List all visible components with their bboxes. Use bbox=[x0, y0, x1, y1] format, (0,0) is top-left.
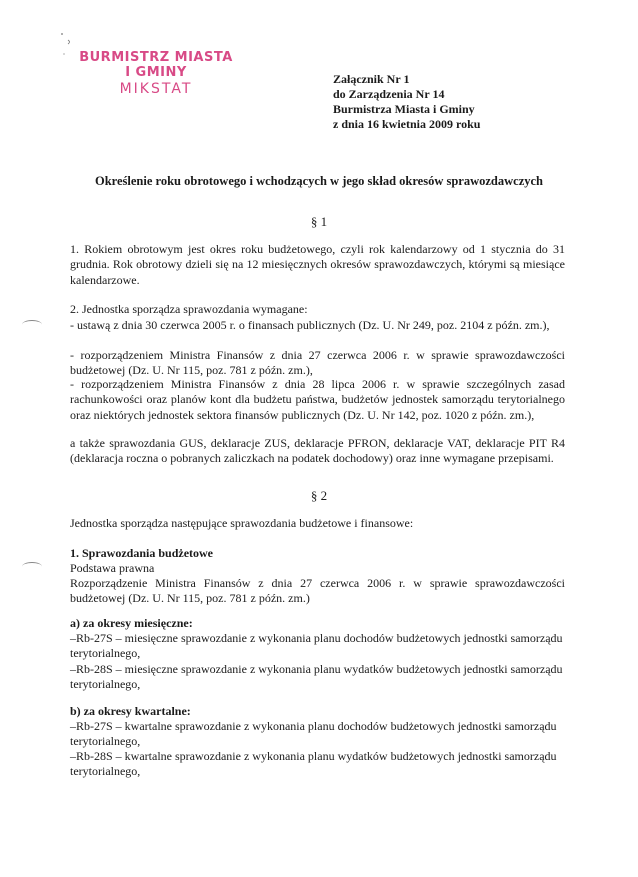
binder-hole-mark bbox=[22, 320, 42, 329]
quarterly-report-item: –Rb-28S – kwartalne sprawozdanie z wykonania planu wydatków budżetowych jednostki samorządu terytorialnego, bbox=[70, 749, 557, 779]
monthly-report-item: –Rb-27S – miesięczne sprawozdanie z wykonania planu dochodów budżetowych jednostki samorządu terytorialnego, bbox=[70, 631, 563, 661]
scan-speck-mark bbox=[58, 30, 74, 58]
subsection-1-heading: 1. Sprawozdania budżetowe bbox=[70, 546, 214, 560]
section-1-list-item: a także sprawozdania GUS, deklaracje ZUS, deklaracje PFRON, deklaracje VAT, deklaracje PIT R4 (deklaracja roczna o pobranych zaliczkach na podatek dochodowy) oraz inne wymagane przepisami. bbox=[70, 436, 565, 466]
section-1-heading: § 1 bbox=[310, 214, 328, 229]
stamp-line-2: MIKSTAT bbox=[119, 81, 193, 97]
stamp-line-1: BURMISTRZ MIASTA I GMINY bbox=[79, 50, 233, 80]
header-line: do Zarządzenia Nr 14 bbox=[333, 87, 445, 101]
section-2-heading: § 2 bbox=[310, 488, 328, 503]
header-line: z dnia 16 kwietnia 2009 roku bbox=[333, 117, 481, 131]
section-1-list-item: - rozporządzeniem Ministra Finansów z dnia 27 czerwca 2006 r. w sprawie sprawozdawczości budżetowej (Dz. U. Nr 115, poz. 781 z późn. zm.), bbox=[70, 348, 565, 378]
binder-hole-mark bbox=[22, 562, 42, 571]
section-2-intro: Jednostka sporządza następujące sprawozdania budżetowe i finansowe: bbox=[70, 516, 414, 530]
section-1-paragraph-1: 1. Rokiem obrotowym jest okres roku budżetowego, czyli rok kalendarzowy od 1 stycznia do 31 grudnia. Rok obrotowy dzieli się na 12 miesięcznych okresów sprawozdawczych, którymi są miesiące kalendarzowe. bbox=[70, 242, 565, 287]
section-1-paragraph-2-intro: 2. Jednostka sporządza sprawozdania wymagane: bbox=[70, 302, 308, 316]
attachment-header bbox=[333, 72, 480, 132]
official-stamp bbox=[76, 50, 236, 97]
quarterly-heading: b) za okresy kwartalne: bbox=[70, 704, 191, 718]
monthly-heading: a) za okresy miesięczne: bbox=[70, 616, 193, 630]
monthly-report-item: –Rb-28S – miesięczne sprawozdanie z wykonania planu wydatków budżetowych jednostki samorządu terytorialnego, bbox=[70, 662, 563, 692]
document-title: Określenie roku obrotowego i wchodzących w jego skład okresów sprawozdawczych bbox=[94, 174, 544, 188]
section-1-list-item: - rozporządzeniem Ministra Finansów z dnia 28 lipca 2006 r. w sprawie szczególnych zasad rachunkowości oraz planów kont dla budżetu państwa, budżetów jednostek samorządu terytorialnego oraz niektórych jednostek sektora finansów publicznych (Dz. U. Nr 142, poz. 1020 z późn. zm.), bbox=[70, 377, 565, 422]
legal-basis-text: Rozporządzenie Ministra Finansów z dnia 27 czerwca 2006 r. w sprawie sprawozdawczości budżetowej (Dz. U. Nr 115, poz. 781 z późn. zm.) bbox=[70, 576, 565, 606]
section-1-list-item: - ustawą z dnia 30 czerwca 2005 r. o finansach publicznych (Dz. U. Nr 249, poz. 2104 z późn. zm.), bbox=[70, 318, 550, 332]
header-line: Burmistrza Miasta i Gminy bbox=[333, 102, 475, 116]
quarterly-report-item: –Rb-27S – kwartalne sprawozdanie z wykonania planu dochodów budżetowych jednostki samorządu terytorialnego, bbox=[70, 719, 557, 749]
legal-basis-label: Podstawa prawna bbox=[70, 561, 155, 575]
header-line: Załącznik Nr 1 bbox=[333, 72, 410, 86]
